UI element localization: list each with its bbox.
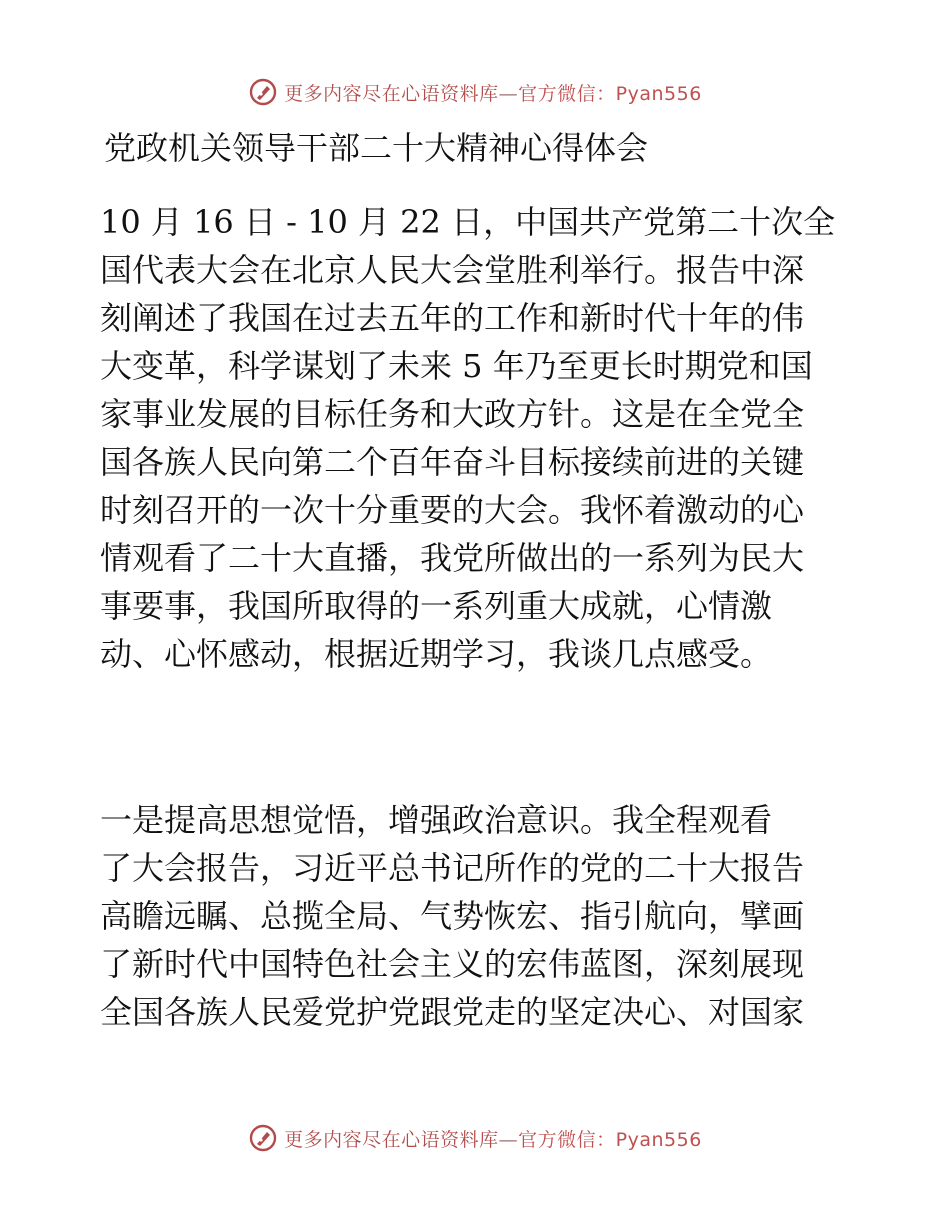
- paragraph-line: 全国各族人民爱党护党跟党走的坚定决心、对国家: [100, 993, 805, 1031]
- paragraph-2: [100, 796, 850, 1036]
- paragraph-line: 国代表大会在北京人民大会堂胜利举行。报告中深: [100, 251, 805, 289]
- paragraph-line: 高瞻远瞩、总揽全局、气势恢宏、指引航向，擘画: [100, 897, 805, 935]
- paragraph-line: 一是提高思想觉悟，增强政治意识。我全程观看: [100, 801, 773, 839]
- document-title: 党政机关领导干部二十大精神心得体会: [104, 129, 649, 167]
- paragraph-line: 事要事，我国所取得的一系列重大成就，心情激: [100, 587, 773, 625]
- header-watermark: [0, 72, 950, 112]
- watermark-wechat-text: 官方微信：Pyan556: [518, 82, 702, 105]
- watermark-separator: —: [498, 82, 519, 105]
- paragraph-line: 了新时代中国特色社会主义的宏伟蓝图，深刻展现: [100, 945, 805, 983]
- watermark-site-text: 更多内容尽在心语资料库: [284, 1128, 499, 1151]
- paragraph-line: 刻阐述了我国在过去五年的工作和新时代十年的伟: [100, 299, 805, 337]
- paragraph-line: 家事业发展的目标任务和大政方针。这是在全党全: [100, 395, 805, 433]
- paragraph-line: 10 月 16 日 - 10 月 22 日，中国共产党第二十次全: [100, 203, 836, 241]
- paragraph-line: 时刻召开的一次十分重要的大会。我怀着激动的心: [100, 491, 805, 529]
- paragraph-line: 动、心怀感动，根据近期学习，我谈几点感受。: [100, 635, 773, 673]
- paragraph-line: 大变革，科学谋划了未来 5 年乃至更长时期党和国: [100, 347, 813, 385]
- paragraph-line: 情观看了二十大直播，我党所做出的一系列为民大: [100, 539, 805, 577]
- watermark-separator: —: [498, 1128, 519, 1151]
- paragraph-line: 国各族人民向第二个百年奋斗目标接续前进的关键: [100, 443, 805, 481]
- watermark-wechat-text: 官方微信：Pyan556: [518, 1128, 702, 1151]
- footer-watermark: [0, 1118, 950, 1158]
- paragraph-line: 了大会报告，习近平总书记所作的党的二十大报告: [100, 849, 805, 887]
- watermark-site-text: 更多内容尽在心语资料库: [284, 82, 499, 105]
- watermark-text: [284, 79, 702, 106]
- watermark-text: [284, 1125, 702, 1152]
- paragraph-1: [100, 198, 850, 678]
- pen-nib-circle-icon: [248, 77, 278, 107]
- pen-nib-circle-icon: [248, 1123, 278, 1153]
